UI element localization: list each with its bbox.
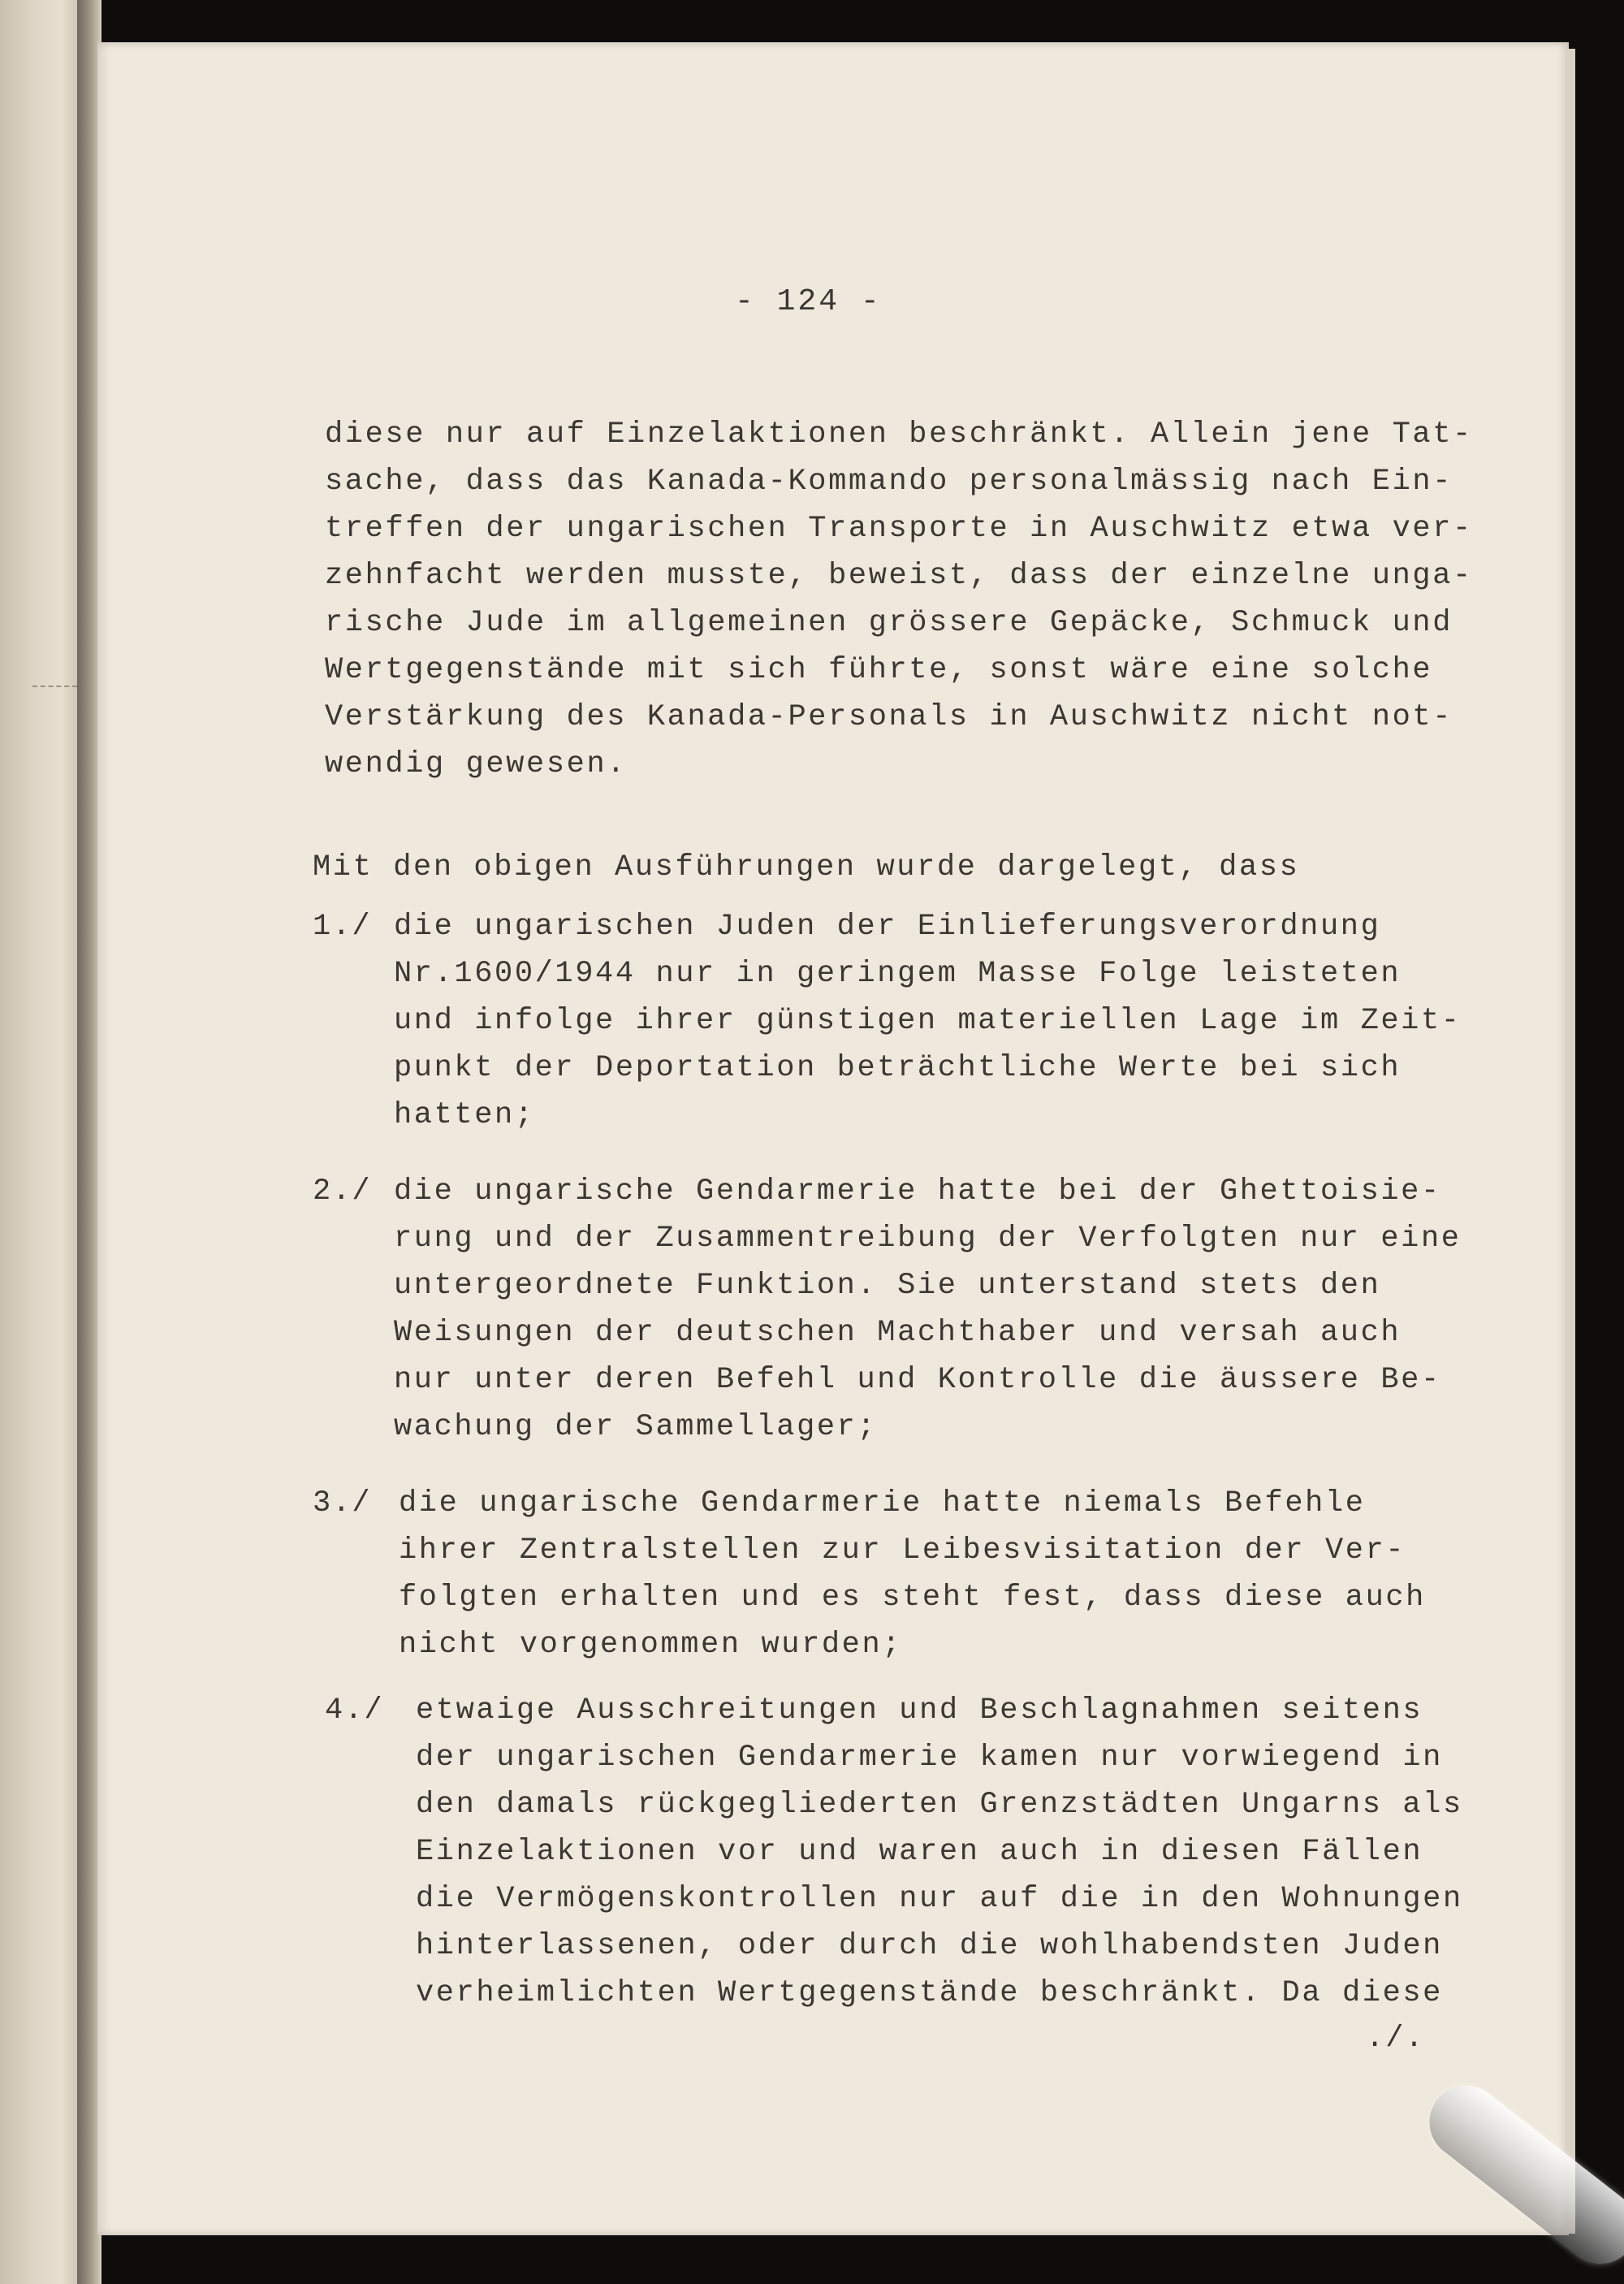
list-item-text: [394, 1168, 1462, 1451]
paragraph-line: Verstärkung des Kanada-Personals in Auschwitz nicht not-: [325, 700, 1453, 734]
list-item-line: der ungarischen Gendarmerie kamen nur vorwiegend in: [416, 1741, 1443, 1775]
left-page-edge: [0, 0, 77, 2284]
list-item-line: nur unter deren Befehl und Kontrolle die äussere Be-: [394, 1363, 1441, 1397]
paragraph-line: wendig gewesen.: [325, 747, 628, 781]
paragraph-line: rische Jude im allgemeinen grössere Gepäcke, Schmuck und: [325, 606, 1453, 640]
list-item-line: die Vermögenskontrollen nur auf die in den Wohnungen: [416, 1882, 1463, 1916]
intro-sentence: Mit den obigen Ausführungen wurde dargelegt, dass: [313, 850, 1300, 885]
list-item-line: untergeordnete Funktion. Sie unterstand stets den: [394, 1269, 1381, 1303]
list-item-line: rung und der Zusammentreibung der Verfolgten nur eine: [394, 1222, 1462, 1256]
list-item-line: Nr.1600/1944 nur in geringem Masse Folge leisteten: [394, 957, 1402, 991]
continuation-mark: ./.: [1366, 2022, 1425, 2056]
paragraph-line: treffen der ungarischen Transporte in Auschwitz etwa ver-: [325, 512, 1473, 546]
list-item-line: punkt der Deportation beträchtliche Werte bei sich: [394, 1051, 1402, 1085]
list-item-line: die ungarischen Juden der Einlieferungsverordnung: [394, 910, 1381, 944]
list-marker: 4./: [325, 1694, 384, 1728]
list-marker: 3./: [313, 1486, 372, 1521]
paragraph-line: sache, dass das Kanada-Kommando personalmässig nach Ein-: [325, 465, 1453, 499]
paragraph-1: [325, 411, 1473, 788]
list-item-line: Weisungen der deutschen Machthaber und versah auch: [394, 1316, 1402, 1350]
list-item-text: [394, 903, 1462, 1139]
list-item-text: [416, 1687, 1463, 2017]
list-item-line: nicht vorgenommen wurden;: [399, 1628, 903, 1662]
paragraph-line: Wertgegenstände mit sich führte, sonst wäre eine solche: [325, 653, 1433, 687]
list-item-line: hatten;: [394, 1098, 535, 1132]
list-item-line: und infolge ihrer günstigen materiellen Lage im Zeit-: [394, 1004, 1462, 1038]
list-item-line: Einzelaktionen vor und waren auch in diesen Fällen: [416, 1835, 1423, 1869]
list-item-line: etwaige Ausschreitungen und Beschlagnahmen seitens: [416, 1694, 1423, 1728]
list-marker: 1./: [313, 910, 372, 944]
list-item-text: [399, 1480, 1426, 1668]
list-item-line: die ungarische Gendarmerie hatte bei der Ghettoisie-: [394, 1174, 1441, 1209]
list-marker: 2./: [313, 1174, 372, 1209]
left-page-dash-mark: [32, 686, 77, 689]
page-number: - 124 -: [735, 284, 882, 319]
paragraph-line: diese nur auf Einzelaktionen beschränkt. Allein jene Tat-: [325, 417, 1473, 452]
list-item-line: wachung der Sammellager;: [394, 1410, 878, 1444]
list-item-line: hinterlassenen, oder durch die wohlhabendsten Juden: [416, 1929, 1443, 1963]
list-item-line: den damals rückgegliederten Grenzstädten Ungarns als: [416, 1788, 1463, 1822]
list-item-line: verheimlichten Wertgegenstände beschränkt. Da diese: [416, 1976, 1443, 2010]
paragraph-line: zehnfacht werden musste, beweist, dass der einzelne unga-: [325, 559, 1473, 593]
list-item-line: folgten erhalten und es steht fest, dass diese auch: [399, 1581, 1426, 1615]
list-item-line: ihrer Zentralstellen zur Leibesvisitation der Ver-: [399, 1533, 1406, 1568]
page-right-edge: [1566, 49, 1575, 2234]
list-item-line: die ungarische Gendarmerie hatte niemals Befehle: [399, 1486, 1366, 1521]
